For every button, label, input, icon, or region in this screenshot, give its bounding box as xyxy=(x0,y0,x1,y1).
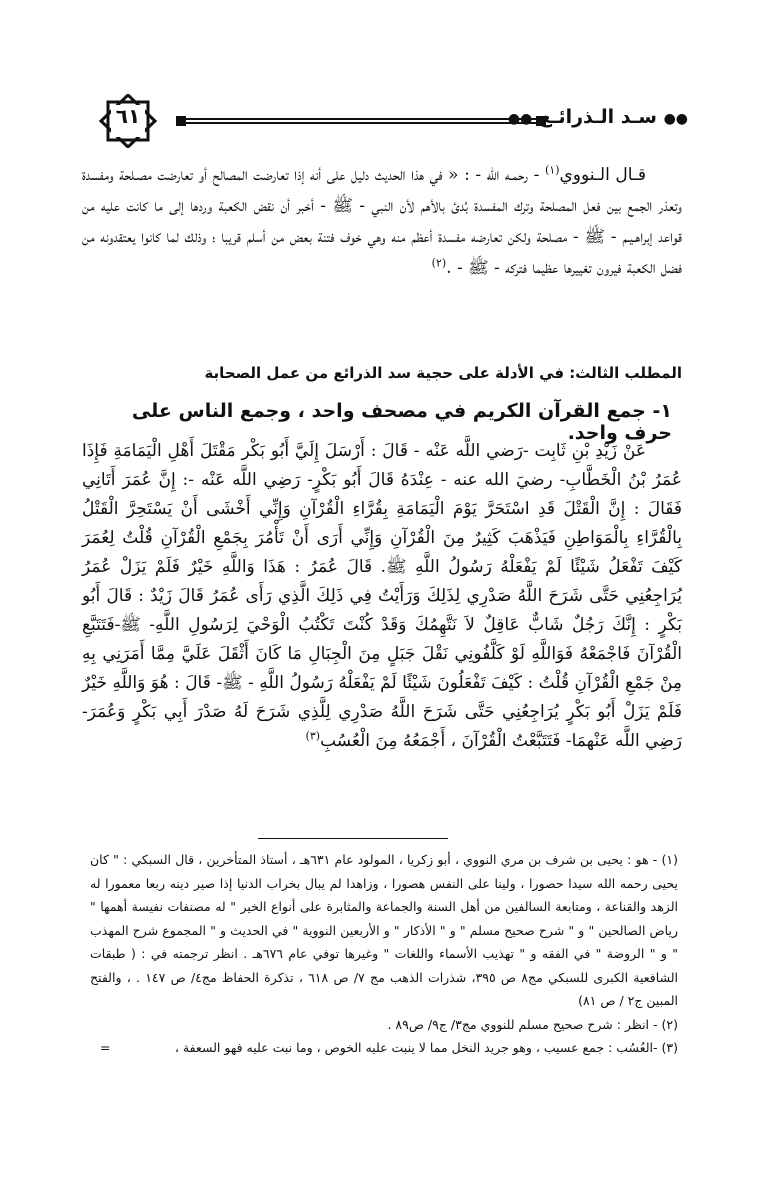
page-number: ٦١ xyxy=(115,104,141,128)
sub-heading: ١- جمع القرآن الكريم في مصحف واحد ، وجمع الناس على حرف واحد. xyxy=(131,400,672,444)
bullet-dots-icon: ●● xyxy=(507,111,533,127)
footnote-2 xyxy=(90,1013,678,1037)
footnote-ref-1[interactable]: (١) xyxy=(544,163,560,177)
footnote-3 xyxy=(90,1036,678,1060)
rule-line xyxy=(186,122,536,124)
paragraph-lead: قـال الـنووي xyxy=(559,165,646,185)
footnote-text: - هو : يحيى بن شرف بن مري النووي ، أبو زكريا ، المولود عام ٦٣١هـ ، أستاذ المتأخرين ، قال السبكي : " كان يحيى رحمه الله سيدا حصورا ، ولينا على النفس هصورا ، وزاهدا لم يبال بخراب الدنيا إذا صير دينه ربعا معمورا له الزهد والقناعة ، ومتابعة السالفين من أهل السنة والجماعة والمثابرة على أنواع الخير " له مصنفات نفيسة أهمها " رياض الصالحين " و " شرح صحيح مسلم " و " الأذكار " و الأربعين النووية " في الحديث و " المجموع شرح المهذب " و " الروضة " في الفقه و " تهذيب الأسماء واللغات " وغيرها توفي عام ٦٧٦هـ . انظر ترجمته في : ( طبقات الشافعية الكبرى للسبكي مج٨ ص ٣٩٥، شذرات الذهب مج ٧/ ص ٦١٨ ، تذكرة الحفاظ مج٤/ ص ١٤٧ . ، والفتح المبين ج٢ / ص ٨١) xyxy=(90,852,679,1008)
header-rule xyxy=(176,116,546,126)
rule-line xyxy=(186,118,536,120)
footnote-label: (١) xyxy=(661,852,678,867)
running-title xyxy=(508,106,688,128)
footnote-ref-3[interactable]: (٣) xyxy=(305,729,321,743)
footnote-label: (٢) xyxy=(661,1016,678,1032)
running-title-text: سـد الـذرائـع xyxy=(538,106,657,128)
continuation-mark: = xyxy=(100,1040,111,1055)
footnote-1 xyxy=(90,848,678,1013)
footnote-label: (٣) xyxy=(661,1040,678,1055)
nawawi-quote-paragraph xyxy=(82,160,682,284)
page-header xyxy=(88,94,688,148)
footnote-ref-2[interactable]: (٢) xyxy=(431,256,447,270)
section-heading: المطلب الثالث: في الأدلة على حجية سد الذرائع من عمل الصحابة xyxy=(204,364,682,382)
hadith-text xyxy=(82,437,682,756)
bullet-dots-icon: ●● xyxy=(663,111,688,127)
paragraph-text: - رحمـه الله - : « في هذا الحديث دليل على أنه إذا تعارضت المصالح أو تعارضت مصـلحة ومفسدة وتعذر الجمع بين فعل المصلحة وترك المفسدة بُدئ بالأهم لأن النبي - ﷺ - أخبر أن نقض الكعبة وردها إلى ما كانت عليه من قواعد إبراهـيـم - ﷺ - مصلحة ولكن تعارضه مفسدة أعظم منه وهي خوف فتنة بعض من أسلم قريبا ؛ وذلك لما كانوا يعتقدونه من فضل الكعبة فيرون تغييرها عظيما فتركه - ﷺ - . xyxy=(82,165,682,278)
footnote-text: - انظر : شرح صحيح مسلم للنووي مج٣/ ج٩/ ص٨٩ . xyxy=(387,1016,658,1032)
footnotes xyxy=(90,848,678,1060)
footnote-separator xyxy=(258,838,448,839)
page-number-ornament xyxy=(88,94,168,148)
footnote-text: -العُسُب : جمع عسيب ، وهو جريد النخل مما لا ينبت عليه الخوص ، وما نبت عليه فهو السعفة ، xyxy=(174,1040,658,1055)
rule-end-square xyxy=(176,116,186,126)
hadith-body: عَنْ زَيْدِ بْنِ ثَابِت -رَضي اللَّه عَنْه - قَالَ : أَرْسَلَ إِلَيَّ أَبُو بَكْر مَقْتَلَ أَهْلِ الْيَمَامَةِ فَإِذَا عُمَرُ بْنُ الْخَطَّابِ- رضيَ الله عنه - عِنْدَهُ قَالَ أَبُو بَكْرٍ- رَضِي اللَّه عَنْه -: إِنَّ عُمَرَ أَتَانِي فَقَالَ : إِنَّ الْقَتْلَ قَدِ اسْتَحَرَّ يَوْمَ الْيَمَامَةِ بِقُرَّاءِ الْقُرْآنِ وَإِنِّي أَخْشَى أَنْ يَسْتَحِرَّ الْقَتْلُ بِالْقُرَّاءِ بِالْمَوَاطِنِ فَيَذْهَبَ كَثِيرٌ مِنَ الْقُرْآنِ وَإِنِّي أَرَى أَنْ تَأْمُرَ بِجَمْعِ الْقُرْآنِ قُلْتُ لِعُمَرَ كَيْفَ تَفْعَلُ شَيْئًا لَمْ يَفْعَلْهُ رَسُولُ اللَّهِ ﷺ. قَالَ عُمَرُ : هَذَا وَاللَّهِ خَيْرٌ فَلَمْ يَزَلْ عُمَرُ يُرَاجِعُنِي حَتَّى شَرَحَ اللَّهُ صَدْرِي لِذَلِكَ وَرَأَيْتُ فِي ذَلِكَ الَّذِي رَأَى عُمَرُ قَالَ زَيْدٌ : قَالَ أَبُو بَكْرٍ : إِنَّكَ رَجُلٌ شَابٌّ عَاقِلٌ لاَ نَتَّهِمُكَ وَقَدْ كُنْتَ تَكْتُبُ الْوَحْيَ لِرَسُولِ اللَّهِ- ﷺ-فَتَتَبَّعِ الْقُرْآنَ فَاجْمَعْهُ فَوَاللَّهِ لَوْ كَلَّفُونِي نَقْلَ جَبَلٍ مِنَ الْجِبَالِ مَا كَانَ أَثْقَلَ عَلَيَّ مِمَّا أَمَرَنِي بِهِ مِنْ جَمْعِ الْقُرْآنِ قُلْتُ : كَيْفَ تَفْعَلُونَ شَيْئًا لَمْ يَفْعَلْهُ رَسُولُ اللَّهِ - ﷺ- قَالَ : هُوَ وَاللَّهِ خَيْرٌ فَلَمْ يَزَلْ أَبُو بَكْرٍ يُرَاجِعُنِي حَتَّى شَرَحَ اللَّهُ صَدْرِي لِلَّذِي شَرَحَ لَهُ صَدْرَ أَبِي بَكْرٍ وَعُمَرَ- رَضِي اللَّه عَنْهمَا- فَتَتَبَّعْتُ الْقُرْآنَ ، أَجْمَعُهُ مِنَ الْعُسُبِ xyxy=(82,441,682,751)
